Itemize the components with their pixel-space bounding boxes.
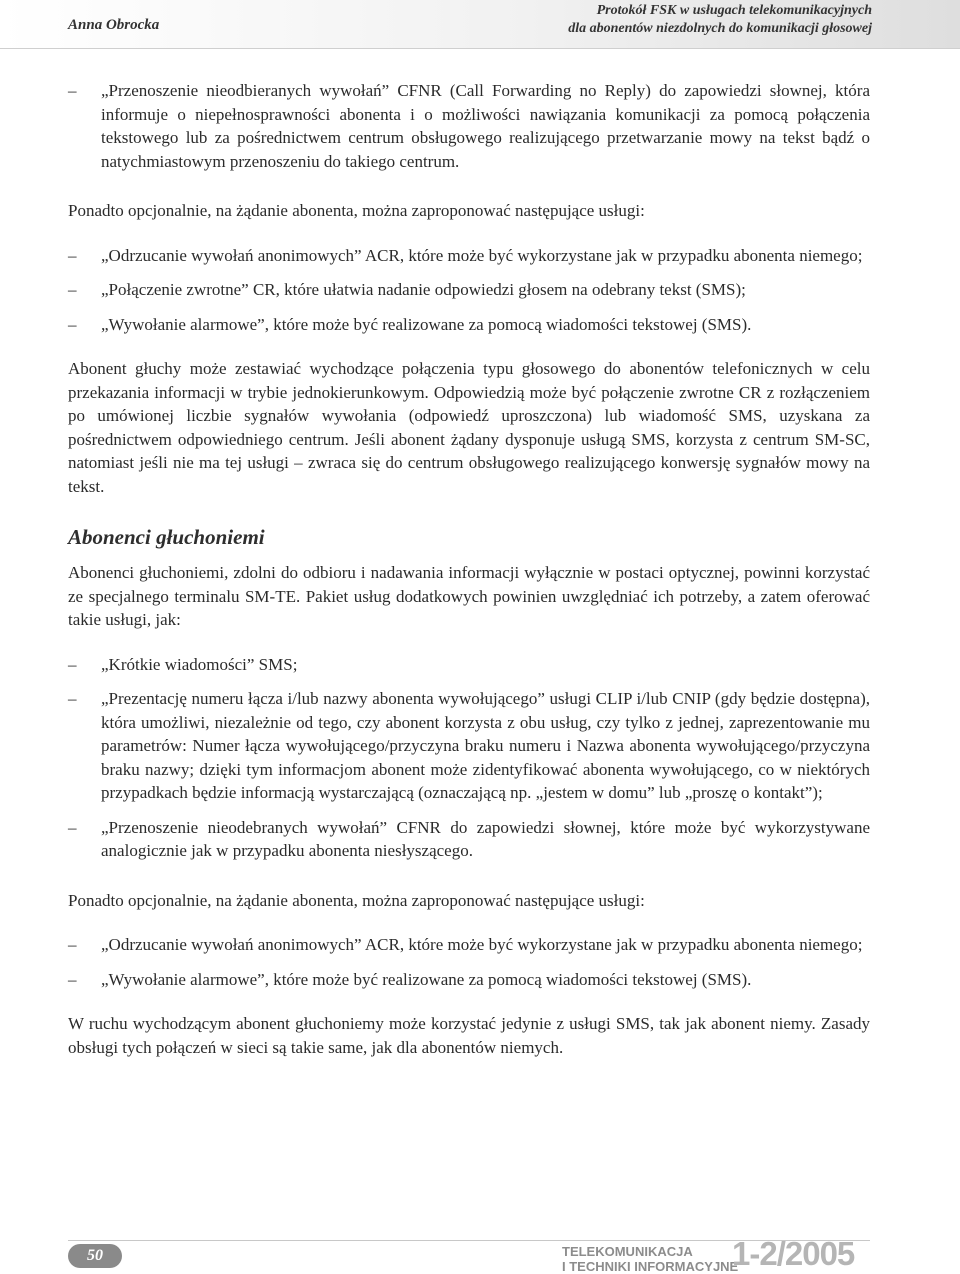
header-title-line2: dla abonentów niezdolnych do komunikacji głosowej xyxy=(568,21,872,36)
service-list-4 xyxy=(68,933,870,991)
list-item xyxy=(68,687,870,805)
list-item xyxy=(68,653,870,677)
service-list-2 xyxy=(68,244,870,337)
list-item xyxy=(68,244,870,268)
list-item xyxy=(68,79,870,173)
list-item xyxy=(68,968,870,992)
header-author: Anna Obrocka xyxy=(68,17,160,33)
page-header xyxy=(0,0,960,49)
journal-name-line1: TELEKOMUNIKACJA xyxy=(562,1244,693,1259)
dash-mark: – xyxy=(68,969,77,989)
list-item-text: „Przenoszenie nieodbieranych wywołań” CFNR (Call Forwarding no Reply) do zapowiedzi słownej, która informuje o niepełnosprawności abonenta i o możliwości nawiązania komunikacji za pomocą połączenia tekstowego lub za pośrednictwem centrum obsługowego realizującego przetwarzanie mowy na tekst bądź o natychmiastowym przenoszeniu do takiego centrum. xyxy=(101,81,870,171)
list-item-text: „Prezentację numeru łącza i/lub nazwy abonenta wywołującego” usługi CLIP i/lub CNIP (gdy będzie dostępna), która umożliwi, niezależnie od tego, czy abonent korzysta z obu usług, czy tylko z jednej, zaprezentowanie mu parametrów: Numer łącza wywołującego/przyczyna braku numeru i Nazwa abonenta wywołującego/przyczyna braku nazwy; dzięki tym informacjom abonent może zidentyfikować abonenta wywołującego, co w niektórych przypadkach będzie informacją wystarczającą (oznaczającą np. „jestem w domu” lub „proszę o kontakt”); xyxy=(101,689,870,802)
list-item-text: „Odrzucanie wywołań anonimowych” ACR, które może być wykorzystane jak w przypadku abonenta niemego; xyxy=(101,935,863,954)
page-number-badge: 50 xyxy=(68,1244,122,1268)
paragraph: W ruchu wychodzącym abonent głuchoniemy może korzystać jedynie z usługi SMS, tak jak abonent niemy. Zasady obsługi tych połączeń w sieci są takie same, jak dla abonentów niemych. xyxy=(68,1014,870,1057)
paragraph: Ponadto opcjonalnie, na żądanie abonenta, można zaproponować następujące usługi: xyxy=(68,201,645,220)
journal-name xyxy=(562,1244,738,1274)
list-item-text: „Wywołanie alarmowe”, które może być realizowane za pomocą wiadomości tekstowej (SMS). xyxy=(101,314,752,334)
dash-mark: – xyxy=(68,817,77,837)
dash-mark: – xyxy=(68,280,77,299)
dash-mark: – xyxy=(68,689,77,708)
section-heading: Abonenci głuchoniemi xyxy=(68,525,265,549)
list-item-text: „Połączenie zwrotne” CR, które ułatwia nadanie odpowiedzi głosem na odebrany tekst (SMS); xyxy=(101,280,746,299)
header-title-line1: Protokół FSK w usługach telekomunikacyjnych xyxy=(596,3,872,18)
service-list-3 xyxy=(68,653,870,863)
list-item-text: „Wywołanie alarmowe”, które może być realizowane za pomocą wiadomości tekstowej (SMS). xyxy=(101,969,752,989)
service-list-1 xyxy=(68,79,870,173)
list-item-text: „Krótkie wiadomości” SMS; xyxy=(101,654,298,674)
list-item xyxy=(68,933,870,957)
dash-mark: – xyxy=(68,935,77,954)
list-item xyxy=(68,816,870,863)
list-item xyxy=(68,278,870,302)
dash-mark: – xyxy=(68,654,77,674)
dash-mark: – xyxy=(68,245,77,265)
header-title xyxy=(568,2,872,38)
paragraph: Ponadto opcjonalnie, na żądanie abonenta, można zaproponować następujące usługi: xyxy=(68,890,645,910)
article-body xyxy=(68,79,870,1059)
list-item-text: „Przenoszenie nieodebranych wywołań” CFNR do zapowiedzi słownej, które może być wykorzystywane analogicznie jak w przypadku abonenta niesłyszącego. xyxy=(101,817,870,860)
list-item-text: „Odrzucanie wywołań anonimowych” ACR, które może być wykorzystane jak w przypadku abonenta niemego; xyxy=(101,245,863,265)
dash-mark: – xyxy=(68,81,77,100)
paragraph: Abonenci głuchoniemi, zdolni do odbioru i nadawania informacji wyłącznie w postaci optycznej, powinni korzystać ze specjalnego terminalu SM-TE. Pakiet usług dodatkowych powinien uwzględniać ich potrzeby, a zatem oferować takie usługi, jak: xyxy=(68,563,870,629)
paragraph: Abonent głuchy może zestawiać wychodzące połączenia typu głosowego do abonentów telefonicznych w celu przekazania informacji w trybie jednokierunkowym. Odpowiedzią może być połączenie zwrotne CR z rozłączeniem po umówionej liczbie sygnałów wywołania (odpowiedź uproszczona) lub wiadomość SMS, uzyskana za pośrednictwem odpowiedniego centrum. Jeśli abonent żądany dysponuje usługą SMS, korzysta z centrum SM-SC, natomiast jeśli nie ma tej usługi – zwraca się do centrum obsługowego realizującego konwersję sygnałów mowy na tekst. xyxy=(68,359,870,496)
issue-number: 1-2/2005 xyxy=(732,1235,855,1272)
journal-name-line2: I TECHNIKI INFORMACYJNE xyxy=(562,1259,739,1274)
list-item xyxy=(68,313,870,337)
dash-mark: – xyxy=(68,314,77,334)
